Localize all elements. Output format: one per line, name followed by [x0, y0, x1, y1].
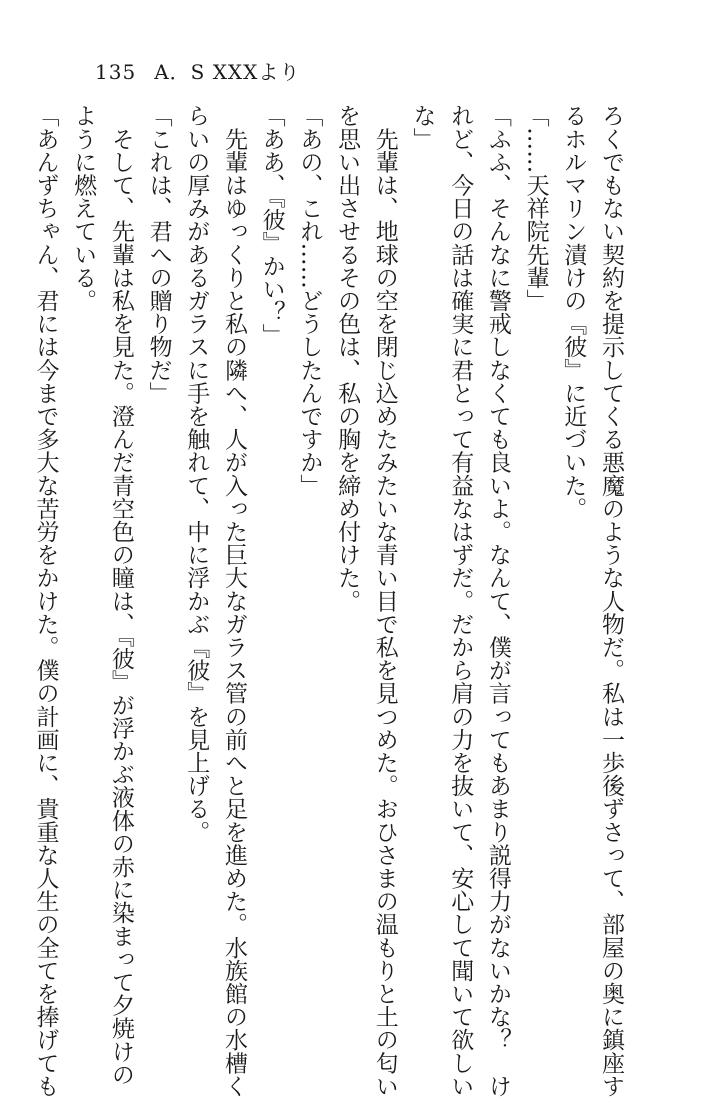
text-line: を思い出させるその色は、私の胸を締め付けた。	[334, 104, 361, 613]
text-line: ろくでもない契約を提示してくる悪魔のような人物だ。私は一歩後ずさって、部屋の奥に鎮座す	[598, 104, 624, 1097]
page-number: 135	[95, 60, 137, 84]
running-header	[95, 56, 300, 85]
text-line: ように燃えている。	[70, 104, 97, 312]
text-line: 「ふふ、そんなに警戒しなくても良いよ。なんて、僕が言ってもあまり説得力がないかな？ け	[484, 104, 511, 1097]
vertical-body-text	[32, 104, 629, 1097]
text-line: らいの厚みがあるガラスに手を触れて、中に浮かぶ『彼』を見上げる。	[183, 104, 210, 844]
text-line: そして、先輩は私を見た。澄んだ青空色の瞳は、『彼』が浮かぶ液体の赤に染まって夕焼けの	[107, 104, 134, 1086]
text-line: るホルマリン漬けの『彼』に近づいた。	[560, 104, 587, 520]
text-line: 「……天祥院先輩」	[522, 104, 549, 312]
text-line: 「あんずちゃん、君には今まで多大な苦労をかけた。僕の計画に、貴重な人生の全てを捧げても	[32, 104, 59, 1097]
text-line: 先輩はゆっくりと私の隣へ、人が入った巨大なガラス管の前へと足を進めた。水族館の水槽く	[220, 104, 247, 1097]
chapter-title: A．S XXXより	[154, 60, 301, 84]
text-line: 「これは、君への贈り物だ」	[145, 104, 172, 405]
text-line: な」	[409, 104, 436, 151]
text-line: 先輩は、地球の空を閉じ込めたみたいな青い目で私を見つめた。おひさまの温もりと土の匂い	[371, 104, 398, 1097]
text-line: 「あの、これ……どうしたんですか」	[296, 104, 323, 497]
text-line: れど、今日の話は確実に君とって有益なはずだ。だから肩の力を抜いて、安心して聞いて欲しい	[447, 104, 474, 1097]
text-line: 「ああ、『彼』かい？」	[258, 104, 285, 347]
